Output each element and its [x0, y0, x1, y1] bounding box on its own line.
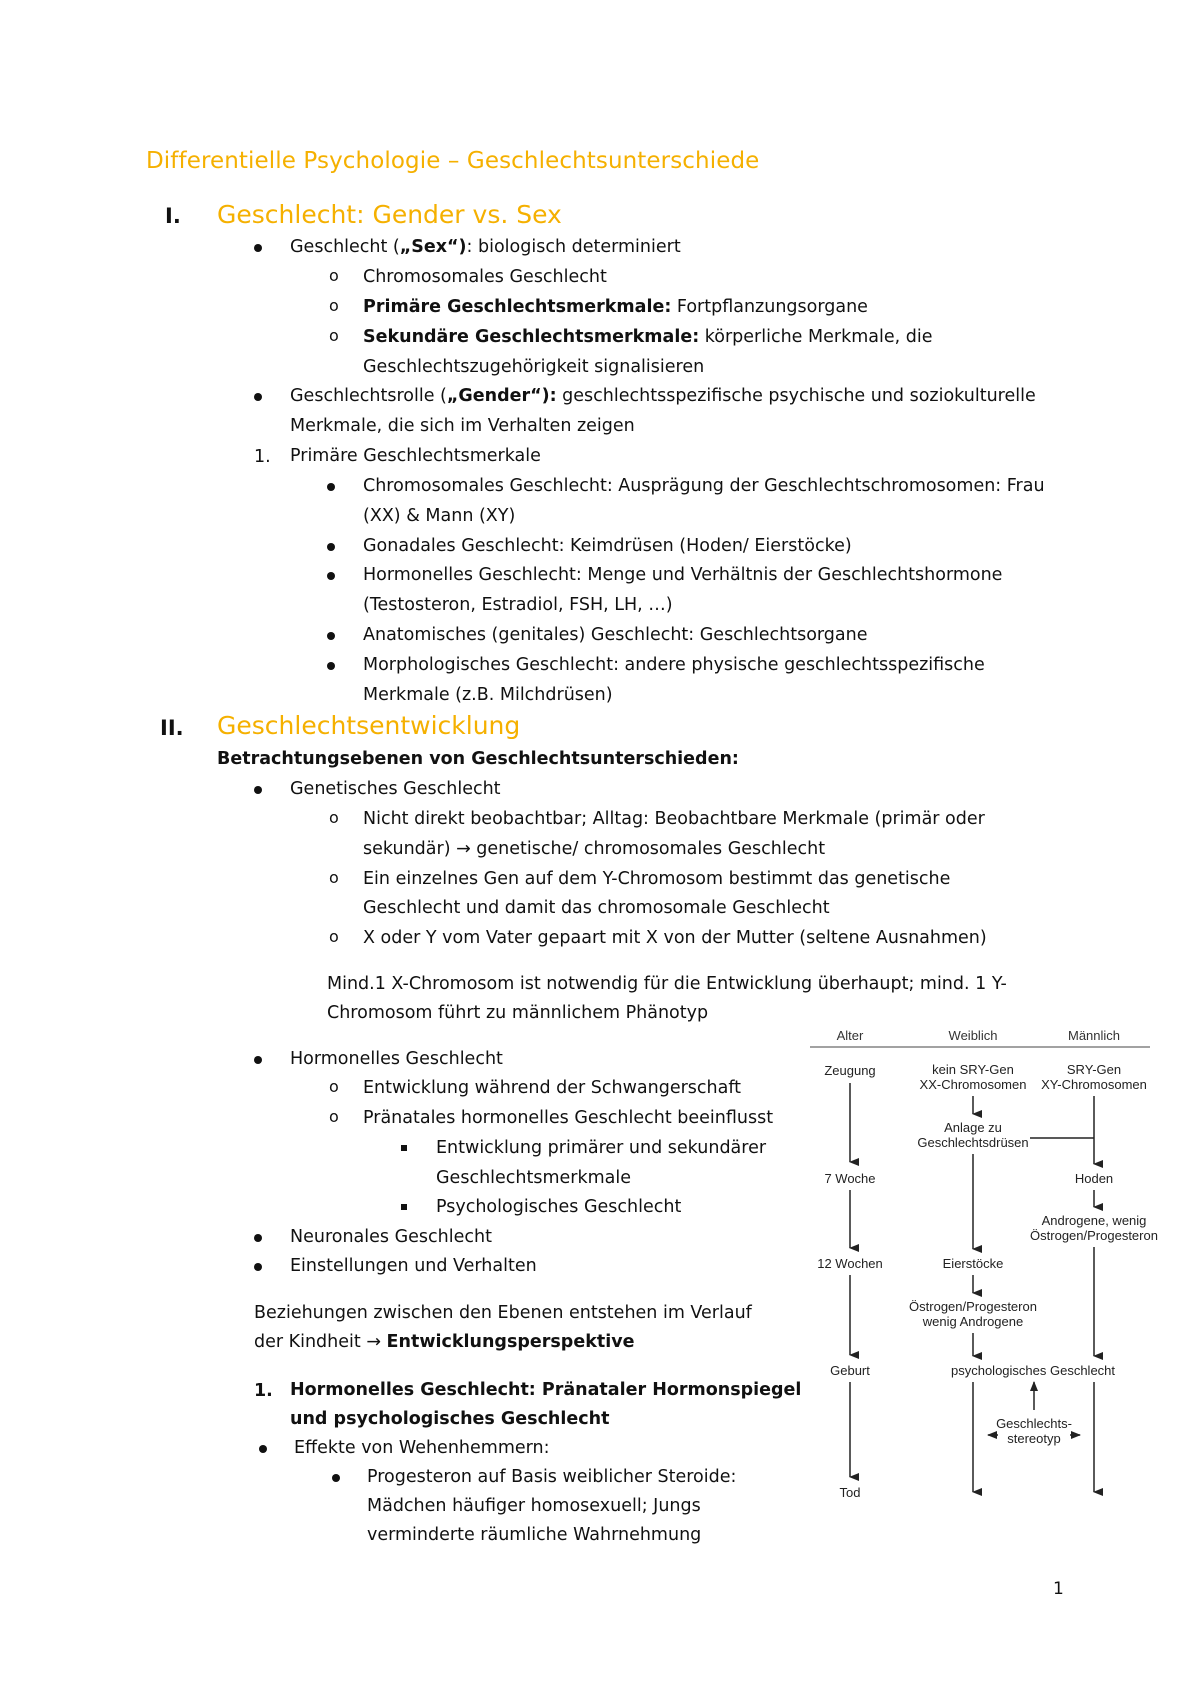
- primary-hormonal-cont: (Testosteron, Estradiol, FSH, LH, …): [363, 595, 673, 615]
- label-eierstoecke: Eierstöcke: [942, 1256, 1004, 1271]
- label-psych: psychologisches Geschlecht: [950, 1363, 1116, 1378]
- label-kein-sry: kein SRY-Gen: [932, 1062, 1014, 1077]
- hormonal-b2: Psychologisches Geschlecht: [436, 1197, 682, 1217]
- sub-bullet-primary: [363, 293, 868, 323]
- genetic-b-cont: Geschlecht und damit das chromosomale Geschlecht: [363, 898, 830, 918]
- bullet-gender-cont: Merkmale, die sich im Verhalten zeigen: [290, 416, 635, 436]
- label-anlage-2: Geschlechtsdrüsen: [917, 1135, 1029, 1150]
- bold-text: und psychologisches Geschlecht: [290, 1409, 610, 1429]
- genetic-a: Nicht direkt beobachtbar; Alltag: Beobachtbare Merkmale (primär oder: [363, 809, 985, 829]
- label-xx: XX-Chromosomen: [919, 1077, 1027, 1092]
- genetic-sex: Genetisches Geschlecht: [290, 779, 501, 799]
- text: der Kindheit →: [254, 1332, 387, 1352]
- label-androgene-1: Androgene, wenig: [1041, 1213, 1147, 1228]
- hormonal-a: Entwicklung während der Schwangerschaft: [363, 1078, 742, 1098]
- sex-development-diagram: [810, 1020, 1170, 1510]
- primary-gonadal: Gonadales Geschlecht: Keimdrüsen (Hoden/ Eierstöcke): [363, 536, 852, 556]
- bullet-icon: [327, 662, 335, 670]
- label-hoden: Hoden: [1074, 1171, 1114, 1186]
- bullet-gender: [290, 382, 1036, 412]
- section-2-title: Geschlechtsentwicklung: [217, 711, 521, 740]
- bold-text: Sekundäre Geschlechtsmerkmale:: [363, 327, 700, 347]
- neuronal-sex: Neuronales Geschlecht: [290, 1227, 492, 1247]
- section-1-title: Geschlecht: Gender vs. Sex: [217, 200, 562, 229]
- text: Geschlechtsrolle (: [290, 386, 447, 406]
- bold-text: Entwicklungsperspektive: [386, 1332, 635, 1352]
- bullet-icon: [254, 1263, 262, 1271]
- bullet-icon: [327, 543, 335, 551]
- list-number: 1.: [254, 1381, 273, 1401]
- circle-bullet-icon: o: [329, 296, 339, 315]
- hormonal-heading: [290, 1376, 801, 1406]
- bullet-icon: [327, 572, 335, 580]
- attitudes-behavior: Einstellungen und Verhalten: [290, 1256, 537, 1276]
- text: : biologisch determiniert: [466, 237, 681, 257]
- bullet-icon: [254, 1056, 262, 1064]
- list-number: 1.: [254, 447, 271, 467]
- section-2-number: II.: [160, 716, 184, 740]
- square-bullet-icon: [401, 1145, 407, 1151]
- bullet-icon: [259, 1445, 267, 1453]
- genetic-b: Ein einzelnes Gen auf dem Y-Chromosom bestimmt das genetische: [363, 869, 951, 889]
- progesterone-effect-cont-1: Mädchen häufiger homosexuell; Jungs: [367, 1496, 701, 1516]
- square-bullet-icon: [401, 1204, 407, 1210]
- label-stereo-1: Geschlechts-: [996, 1416, 1072, 1431]
- sub-bullet-secondary: [363, 323, 932, 353]
- text: geschlechtsspezifische psychische und soziokulturelle: [556, 386, 1036, 406]
- label-oestrogen-2: wenig Androgene: [922, 1314, 1024, 1329]
- numbered-primary: Primäre Geschlechtsmerkale: [290, 446, 541, 466]
- primary-morphological-cont: Merkmale (z.B. Milchdrüsen): [363, 685, 613, 705]
- label-androgene-2: Östrogen/Progesteron: [1030, 1228, 1158, 1243]
- bullet-icon: [254, 393, 262, 401]
- bullet-icon: [327, 483, 335, 491]
- primary-chromosomal: Chromosomales Geschlecht: Ausprägung der Geschlechtschromosomen: Frau: [363, 476, 1045, 496]
- bold-text: Betrachtungsebenen von Geschlechtsunterschieden:: [217, 749, 739, 769]
- bullet-icon: [254, 786, 262, 794]
- text: Fortpflanzungsorgane: [671, 297, 868, 317]
- text: Geschlecht (: [290, 237, 400, 257]
- hormonal-sex: Hormonelles Geschlecht: [290, 1049, 503, 1069]
- sub-bullet-secondary-cont: Geschlechtszugehörigkeit signalisieren: [363, 357, 705, 377]
- circle-bullet-icon: o: [329, 1077, 339, 1096]
- relations-line-1: Beziehungen zwischen den Ebenen entstehen im Verlauf: [254, 1303, 752, 1323]
- label-woche-12: 12 Wochen: [817, 1256, 883, 1271]
- label-anlage-1: Anlage zu: [944, 1120, 1002, 1135]
- circle-bullet-icon: o: [329, 326, 339, 345]
- circle-bullet-icon: o: [329, 808, 339, 827]
- label-oestrogen-1: Östrogen/Progesteron: [909, 1299, 1037, 1314]
- section-2-subhead: [217, 745, 739, 775]
- circle-bullet-icon: o: [329, 927, 339, 946]
- hormonal-b1: Entwicklung primärer und sekundärer: [436, 1138, 767, 1158]
- primary-anatomical: Anatomisches (genitales) Geschlecht: Geschlechtsorgane: [363, 625, 868, 645]
- label-sry: SRY-Gen: [1066, 1062, 1122, 1077]
- effects-tocolytics: Effekte von Wehenhemmern:: [294, 1438, 550, 1458]
- label-stereo-2: stereotyp: [1007, 1431, 1061, 1446]
- circle-bullet-icon: o: [329, 868, 339, 887]
- bold-text: Hormonelles Geschlecht: Pränataler Hormonspiegel: [290, 1380, 802, 1400]
- primary-hormonal: Hormonelles Geschlecht: Menge und Verhältnis der Geschlechtshormone: [363, 565, 1003, 585]
- progesterone-effect: Progesteron auf Basis weiblicher Steroide:: [367, 1467, 737, 1487]
- bullet-sex: [290, 233, 681, 263]
- text: körperliche Merkmale, die: [699, 327, 933, 347]
- circle-bullet-icon: o: [329, 1107, 339, 1126]
- bold-text: „Gender“):: [446, 386, 557, 406]
- bullet-icon: [254, 244, 262, 252]
- note-line-1: Mind.1 X-Chromosom ist notwendig für die Entwicklung überhaupt; mind. 1 Y-: [327, 974, 1007, 994]
- genetic-a-cont: sekundär) → genetische/ chromosomales Geschlecht: [363, 839, 826, 859]
- genetic-c: X oder Y vom Vater gepaart mit X von der Mutter (seltene Ausnahmen): [363, 928, 987, 948]
- bold-text: Primäre Geschlechtsmerkmale:: [363, 297, 672, 317]
- relations-line-2: [254, 1328, 634, 1358]
- document-title: Differentielle Psychologie – Geschlechtsunterschiede: [146, 148, 760, 174]
- bold-text: „Sex“): [399, 237, 467, 257]
- bullet-icon: [332, 1474, 340, 1482]
- col-weiblich-label: Weiblich: [948, 1028, 998, 1043]
- section-1-number: I.: [165, 204, 181, 228]
- hormonal-b: Pränatales hormonelles Geschlecht beeinflusst: [363, 1108, 774, 1128]
- label-tod: Tod: [839, 1485, 861, 1500]
- circle-bullet-icon: o: [329, 266, 339, 285]
- primary-morphological: Morphologisches Geschlecht: andere physische geschlechtsspezifische: [363, 655, 985, 675]
- sub-bullet-chromosomal: Chromosomales Geschlecht: [363, 267, 607, 287]
- hormonal-heading-cont: [290, 1405, 609, 1435]
- page-number: 1: [1053, 1579, 1064, 1599]
- bullet-icon: [327, 632, 335, 640]
- col-alter-label: Alter: [836, 1028, 864, 1043]
- label-xy: XY-Chromosomen: [1041, 1077, 1147, 1092]
- progesterone-effect-cont-2: verminderte räumliche Wahrnehmung: [367, 1525, 702, 1545]
- hormonal-b1-cont: Geschlechtsmerkmale: [436, 1168, 632, 1188]
- note-line-2: Chromosom führt zu männlichem Phänotyp: [327, 1003, 709, 1023]
- label-geburt: Geburt: [830, 1363, 870, 1378]
- label-zeugung: Zeugung: [824, 1063, 876, 1078]
- bullet-icon: [254, 1234, 262, 1242]
- label-woche-7: 7 Woche: [824, 1171, 876, 1186]
- primary-chromosomal-cont: (XX) & Mann (XY): [363, 506, 516, 526]
- col-maennlich-label: Männlich: [1067, 1028, 1121, 1043]
